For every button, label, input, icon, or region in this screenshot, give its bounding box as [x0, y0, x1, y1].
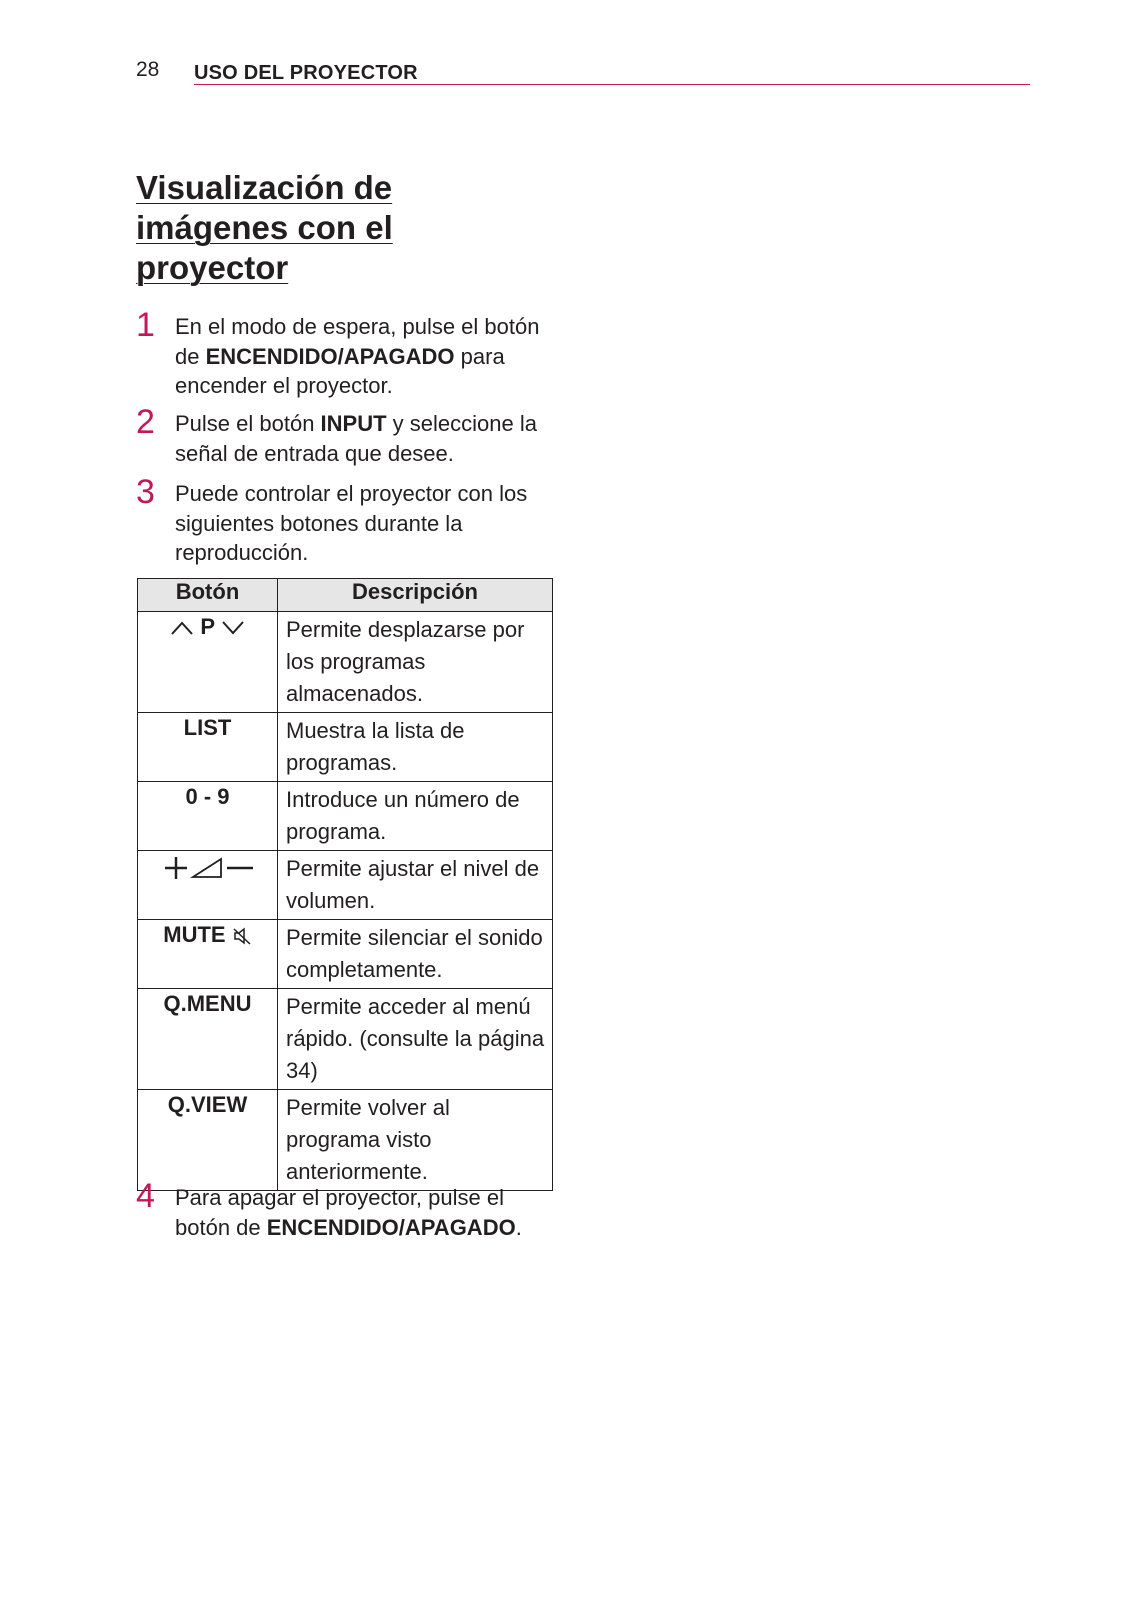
- chevron-down-icon: [221, 619, 245, 637]
- step-text-part: Pulse el botón: [175, 411, 321, 436]
- volume-plus-minus-icon: [161, 853, 255, 883]
- description-cell: Permite acceder al menú rápido. (consulte la página 34): [278, 989, 553, 1090]
- button-cell: [138, 851, 278, 920]
- title-line-2: imágenes con el: [136, 209, 393, 246]
- table-row: [138, 851, 553, 920]
- step-text-bold: ENCENDIDO/APAGADO: [205, 343, 455, 369]
- step-text-bold: ENCENDIDO/APAGADO: [266, 1214, 516, 1240]
- step-1: [136, 306, 556, 402]
- table-row: [138, 782, 553, 851]
- description-cell: Permite desplazarse por los programas almacenados.: [278, 612, 553, 713]
- table-row: [138, 989, 553, 1090]
- step-text: [175, 409, 555, 468]
- step-text-part: y seleccione la señal de entrada que desee.: [175, 411, 537, 466]
- table-row: [138, 1090, 553, 1191]
- header-boton: Botón: [138, 579, 278, 612]
- mute-icon: [232, 926, 252, 946]
- step-number: 4: [136, 1177, 155, 1215]
- table-row: [138, 612, 553, 713]
- button-cell: [138, 920, 278, 989]
- button-cell: Q.MENU: [138, 989, 278, 1090]
- description-cell: Muestra la lista de programas.: [278, 713, 553, 782]
- step-text-part: Puede controlar el proyector con los siguientes botones durante la reproducción.: [175, 481, 528, 565]
- page-title: [136, 168, 436, 288]
- button-cell: 0 - 9: [138, 782, 278, 851]
- button-table: [137, 578, 553, 1191]
- step-text: [175, 312, 555, 401]
- button-cell: LIST: [138, 713, 278, 782]
- step-text-part: Para apagar el proyector, pulse el botón de: [175, 1185, 504, 1240]
- title-line-1: Visualización de: [136, 169, 393, 206]
- table-row: [138, 713, 553, 782]
- header-rule: [194, 84, 1030, 85]
- mute-label: MUTE: [163, 922, 226, 947]
- step-text-part: para encender el proyector.: [175, 343, 505, 398]
- description-cell: Permite volver al programa visto anteriormente.: [278, 1090, 553, 1191]
- description-cell: Permite silenciar el sonido completamente.: [278, 920, 553, 989]
- page-header: [136, 54, 1030, 86]
- description-cell: Introduce un número de programa.: [278, 782, 553, 851]
- step-text-part: .: [515, 1214, 522, 1240]
- table-row: [138, 920, 553, 989]
- page-number: 28: [136, 58, 160, 81]
- step-4: [136, 1177, 556, 1243]
- step-number: 3: [136, 473, 155, 511]
- program-label: P: [200, 614, 215, 639]
- header-descripcion: Descripción: [278, 579, 553, 612]
- step-number: 2: [136, 403, 155, 441]
- step-3: [136, 473, 556, 569]
- table-header-row: [138, 579, 553, 612]
- section-title: USO DEL PROYECTOR: [194, 62, 418, 84]
- step-text-bold: INPUT: [320, 411, 387, 436]
- title-line-3: proyector: [136, 249, 289, 286]
- button-cell: [138, 612, 278, 713]
- step-text-part: En el modo de espera, pulse el botón de: [175, 314, 540, 369]
- step-2: [136, 403, 556, 469]
- step-number: 1: [136, 306, 155, 344]
- description-cell: Permite ajustar el nivel de volumen.: [278, 851, 553, 920]
- step-text: [175, 1183, 555, 1242]
- chevron-up-icon: [170, 619, 194, 637]
- button-cell: Q.VIEW: [138, 1090, 278, 1191]
- step-text: [175, 479, 555, 568]
